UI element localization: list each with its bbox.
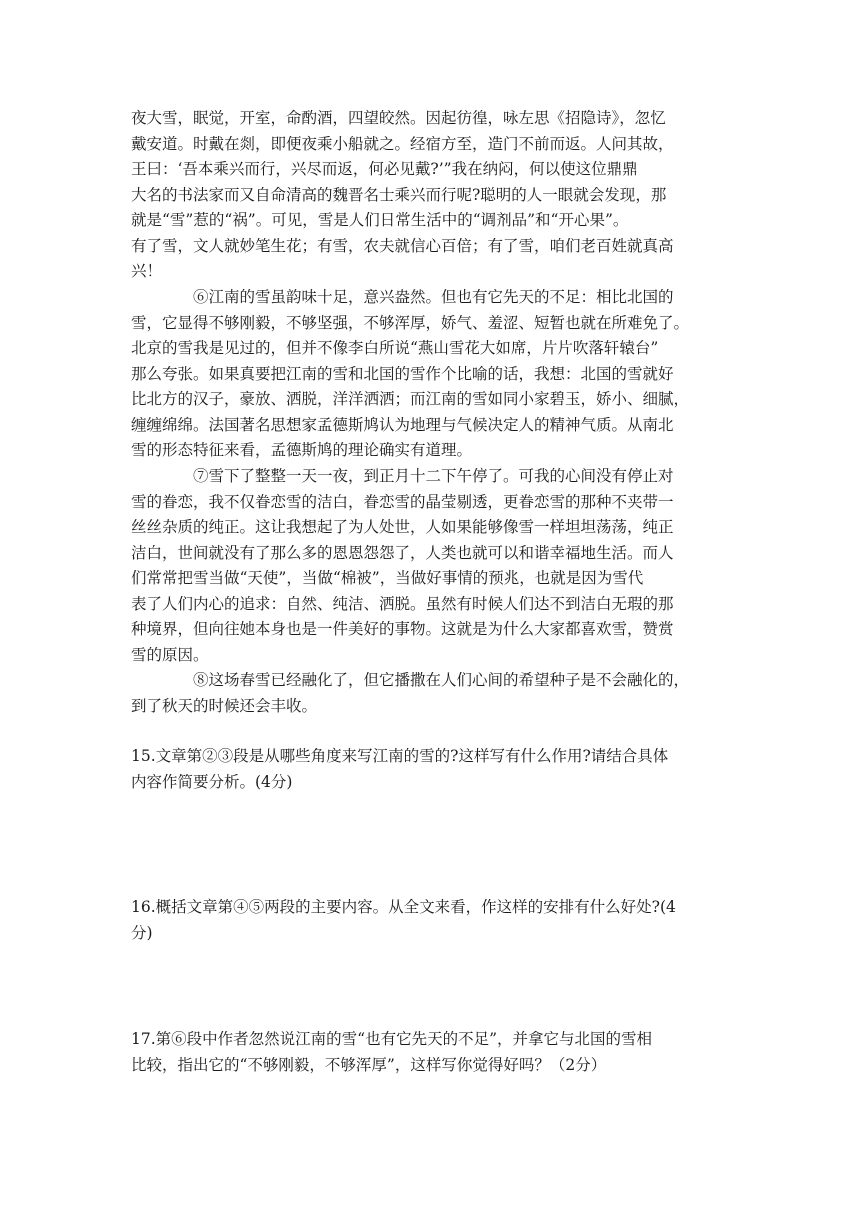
text-line: 比北方的汉子，豪放、洒脱，洋洋洒洒；而江南的雪如同小家碧玉，娇小、细腻， [131, 390, 690, 408]
paragraph-6 [131, 285, 731, 464]
text-line: 北京的雪我是见过的，但并不像李白所说“燕山雪花大如席，片片吹落轩辕台” [131, 339, 659, 357]
text-line: 王曰：‘吾本乘兴而行，兴尽而返，何必见戴?’”我在纳闷，何以使这位鼎鼎 [131, 160, 638, 178]
text-line: 就是“雪”惹的“祸”。可见，雪是人们日常生活中的“调剂品”和“开心果”。 [131, 211, 629, 229]
text-line: ⑥江南的雪虽韵味十足，意兴盎然。但也有它先天的不足：相比北国的 [193, 288, 674, 306]
question-line: 内容作简要分析。(4分) [131, 772, 293, 791]
paragraph-7 [131, 464, 731, 668]
question-line: 分) [131, 923, 153, 942]
question-line: 比较，指出它的“不够刚毅，不够浑厚”，这样写你觉得好吗？（2分） [131, 1055, 607, 1074]
text-line: ⑦雪下了整整一天一夜，到正月十二下午停了。可我的心间没有停止对 [193, 467, 674, 485]
paragraph-5-continuation [131, 106, 731, 285]
text-line: 种境界，但向往她本身也是一件美好的事物。这就是为什么大家都喜欢雪，赞赏 [131, 620, 674, 638]
text-line: 夜大雪，眠觉，开室，命酌酒，四望皎然。因起彷徨，咏左思《招隐诗》，忽忆 [131, 109, 666, 127]
text-line: 大名的书法家而又自命清高的魏晋名士乘兴而行呢?聪明的人一眼就会发现，那 [131, 185, 667, 204]
text-line: 雪，它显得不够刚毅，不够坚强，不够浑厚，娇气、羞涩、短暂也就在所难免了。 [131, 313, 690, 332]
text-line: 雪的形态特征来看，孟德斯鸠的理论确实有道理。 [131, 441, 473, 459]
text-line: 雪的原因。 [131, 645, 209, 664]
text-line: 丝丝杂质的纯正。这让我想起了为人处世，人如果能够像雪一样坦坦荡荡，纯正 [131, 518, 674, 536]
text-line: 有了雪，文人就妙笔生花；有雪，农夫就信心百倍；有了雪，咱们老百姓就真高 [131, 236, 674, 255]
question-line: 17.第⑥段中作者忽然说江南的雪“也有它先天的不足”，并拿它与北国的雪相 [131, 1030, 653, 1048]
text-line: 表了人们内心的追求：自然、纯洁、洒脱。虽然有时候人们达不到洁白无瑕的那 [131, 594, 674, 613]
question-line: 16.概括文章第④⑤两段的主要内容。从全文来看，作这样的安排有什么好处?(4 [131, 898, 676, 916]
text-line: 戴安道。时戴在剡，即便夜乘小船就之。经宿方至，造门不前而返。人问其故， [131, 134, 674, 153]
text-line: 兴！ [131, 262, 163, 280]
question-15 [131, 744, 731, 795]
text-line: 缠缠绵绵。法国著名思想家孟德斯鸠认为地理与气候决定人的精神气质。从南北 [131, 415, 674, 434]
text-line: 洁白，世间就没有了那么多的恩恩怨怨了，人类也就可以和谐幸福地生活。而人 [131, 543, 674, 562]
text-line: ⑧这场春雪已经融化了，但它播撒在人们心间的希望种子是不会融化的， [193, 671, 690, 689]
paragraph-8 [131, 668, 731, 719]
question-16 [131, 895, 731, 946]
text-line: 们常常把雪当做“天使”，当做“棉被”，当做好事情的预兆，也就是因为雪代 [131, 569, 644, 587]
question-line: 15.文章第②③段是从哪些角度来写江南的雪的?这样写有什么作用?请结合具体 [131, 747, 669, 765]
question-17 [131, 1027, 731, 1078]
text-line: 到了秋天的时候还会丰收。 [131, 696, 318, 715]
text-line: 那么夸张。如果真要把江南的雪和北国的雪作个比喻的话，我想：北国的雪就好 [131, 364, 674, 383]
text-line: 雪的眷恋，我不仅眷恋雪的洁白，眷恋雪的晶莹剔透，更眷恋雪的那种不夹带一 [131, 492, 674, 511]
